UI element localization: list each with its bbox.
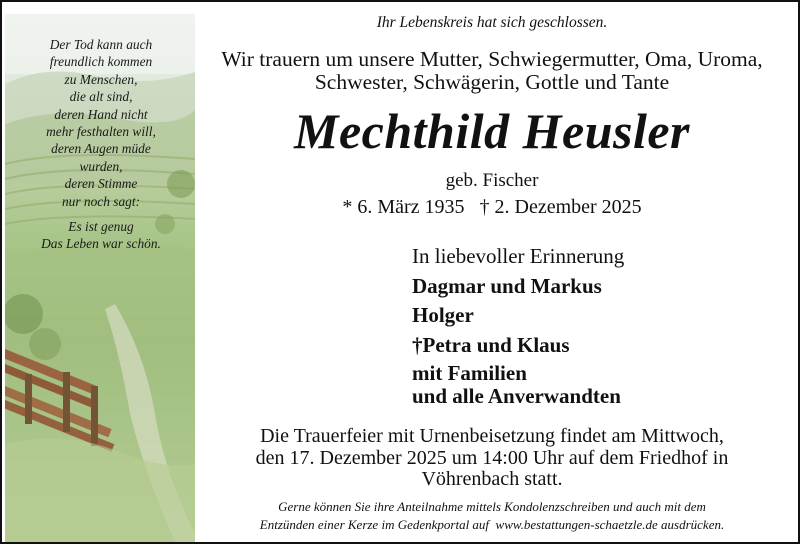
intro-line: Schwester, Schwägerin, Gottle und Tante <box>314 70 670 94</box>
intro-line: Wir trauern um unsere Mutter, Schwiegermutter, Oma, Uroma, <box>221 47 763 71</box>
footer-line: Entzünden einer Kerze im Gedenkportal auf www.bestattungen-schaetzle.de ausdrücken. <box>259 516 725 532</box>
poem-line: Der Tod kann auch <box>49 37 153 52</box>
deceased-name: Mechthild Heusler <box>293 103 691 159</box>
service-line: den 17. Dezember 2025 um 14:00 Uhr auf dem Friedhof in <box>255 446 729 469</box>
family-heading: In liebevoller Erinnerung <box>412 244 625 268</box>
funeral-service-info <box>202 426 782 491</box>
mourning-intro <box>202 48 782 94</box>
poem-line: wurden, <box>79 158 123 174</box>
family-closing: mit Familien <box>412 361 527 385</box>
family-closing: und alle Anverwandten <box>412 384 621 408</box>
motto: Ihr Lebenskreis hat sich geschlossen. <box>376 14 608 31</box>
poem-line: zu Menschen, <box>64 71 138 87</box>
life-dates: * 6. März 1935 † 2. Dezember 2025 <box>342 196 642 218</box>
poem-line: nur noch sagt: <box>61 193 141 209</box>
service-line: Die Trauerfeier mit Urnenbeisetzung findet am Mittwoch, <box>260 425 724 447</box>
birth-name: geb. Fischer <box>445 170 539 191</box>
poem-line: deren Augen müde <box>51 141 151 157</box>
landscape-bench-image <box>5 14 195 542</box>
family-member: Dagmar und Markus <box>412 273 602 298</box>
family-member: †Petra und Klaus <box>412 332 570 357</box>
poem-closing-line: Das Leben war schön. <box>41 236 161 252</box>
poem-line: die alt sind, <box>69 89 133 105</box>
family-member: Holger <box>412 303 474 327</box>
footer-line: Gerne können Sie ihre Anteilnahme mittels Kondolenzschreiben und auch mit dem <box>278 499 706 514</box>
poem-closing-line: Es ist genug <box>68 219 134 235</box>
service-line: Vöhrenbach statt. <box>421 468 563 490</box>
poem-line: deren Stimme <box>64 176 138 192</box>
poem-line: deren Hand nicht <box>54 106 148 122</box>
poem <box>11 36 191 253</box>
condolence-note <box>192 498 792 533</box>
poem-line: freundlich kommen <box>49 54 153 70</box>
family-list <box>412 242 624 408</box>
poem-line: mehr festhalten will, <box>46 124 156 140</box>
